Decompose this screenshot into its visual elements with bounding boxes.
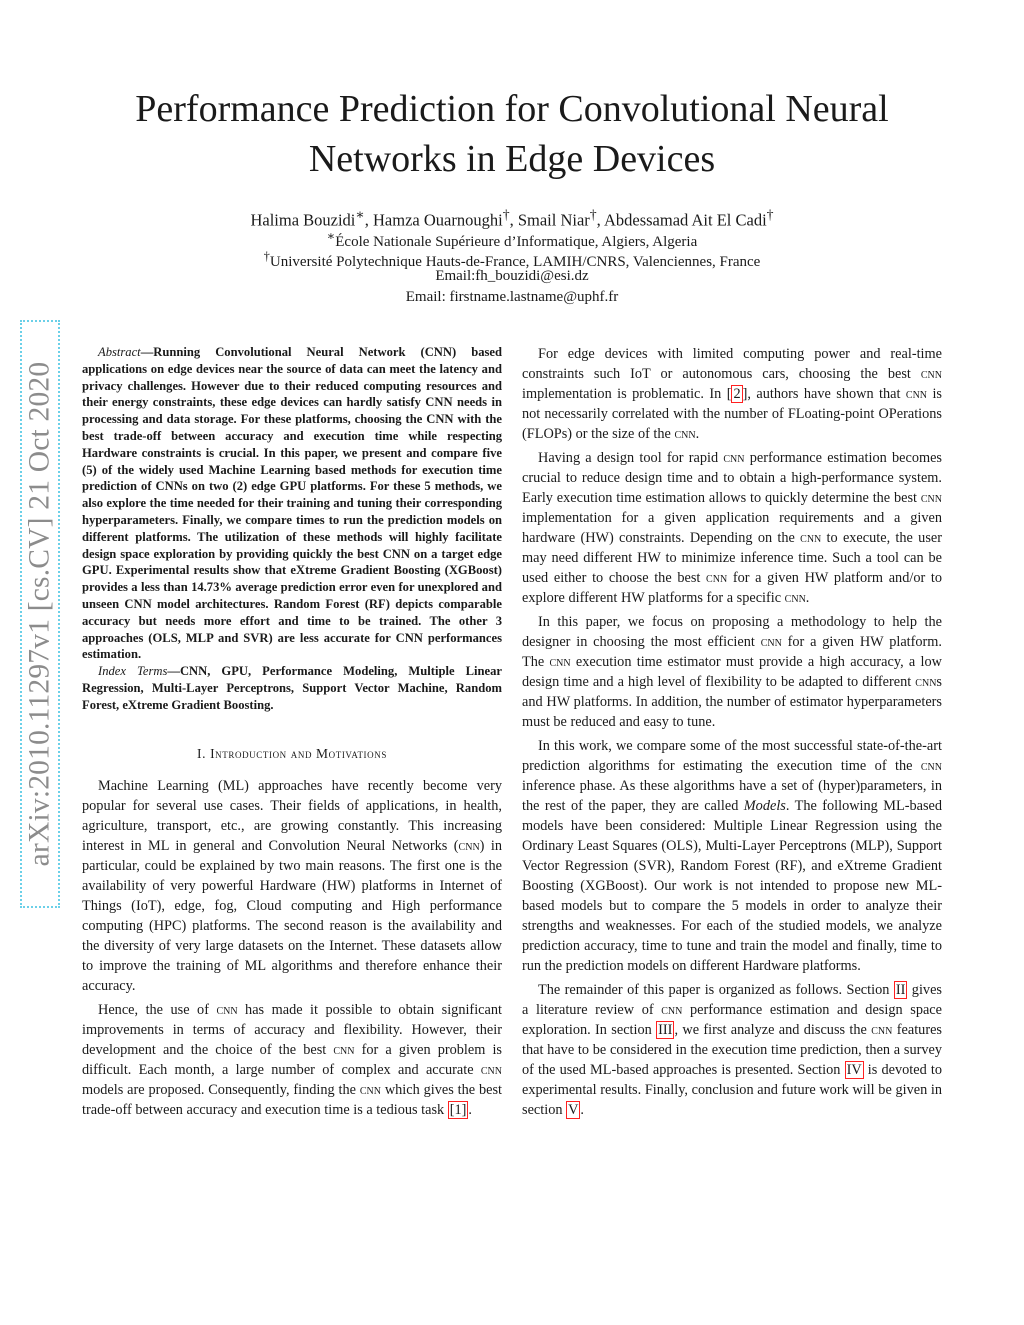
text-run: . <box>805 590 810 606</box>
intro-paragraph-1 <box>82 776 502 996</box>
paper-title <box>60 84 964 184</box>
text-run: , we first analyze and discuss the <box>674 1022 872 1038</box>
text-run: cnn <box>800 530 822 546</box>
text-run: implementation is problematic. In [ <box>522 386 732 402</box>
author-name: Halima Bouzidi <box>250 210 356 230</box>
left-column <box>82 344 502 1120</box>
text-run: for a given problem is difficult. Each month, a large number of complex and accurate <box>82 1041 502 1078</box>
text-run: In this paper, we focus on proposing a methodology to help the designer in choosing the most efficient <box>522 614 942 650</box>
text-run: cnn <box>920 366 942 382</box>
text-run: cnn <box>784 590 806 606</box>
right-paragraph-4 <box>522 736 942 976</box>
affiliation-mark: † <box>263 249 270 263</box>
right-paragraph-2 <box>522 448 942 608</box>
email-line-2: Email: firstname.lastname@uphf.fr <box>405 289 619 305</box>
text-run: . The following ML-based models have been considered: Multiple Linear Regression using the Ordinary Least Squares (OLS), Multi-Layer Perceptrons (MLP), Support Vector Regression (SVR), Random Forest (RF), and eXtreme Gradient Boosting (XGBoost). Our work is not intended to propose new ML-based models but to compare the 5 models in order to analyze their strengths and weaknesses. For each of the studied models, we analyze prediction accuracy, time to tune and train the model and finally, time to run the prediction models on different Hardware platforms. <box>522 798 943 974</box>
text-run: In this work, we compare some of the most successful state-of-the-art prediction algorithms for estimating the execution time of the <box>522 738 942 774</box>
section-link[interactable]: IV <box>846 1062 862 1078</box>
text-run: Models <box>743 798 786 814</box>
affiliation-mark: † <box>766 207 774 222</box>
text-run: is not necessarily correlated with the number of FLoating-point OPerations (FLOPs) or the size of the <box>522 386 942 442</box>
text-run: cnn <box>674 426 696 442</box>
text-run: cnn <box>915 674 937 690</box>
text-run: cnn <box>871 1022 893 1038</box>
intro-paragraph-2 <box>82 1000 502 1120</box>
author-name: , Abdessamad Ait El Cadi <box>596 210 767 230</box>
text-run: implementation for a given application requirements and a given hardware (HW) constraints. Depending on the <box>522 510 942 546</box>
author-name: , Hamza Ouarnoughi <box>364 210 503 230</box>
text-run: . <box>580 1102 584 1118</box>
text-run: cnn <box>723 450 745 466</box>
index-terms-label: Index Terms <box>98 664 168 679</box>
text-run: features that have to be considered in the execution time prediction, then a survey of the used ML-based approaches is presented. Section <box>522 1022 942 1078</box>
text-run: cnn <box>661 1002 683 1018</box>
title-line-1: Performance Prediction for Convolutional Neural <box>135 88 889 130</box>
text-run: cnn <box>359 1081 381 1098</box>
text-run: to execute, the user may need different HW to minimize inference time. Such a tool can be used either to choose the best <box>522 530 942 586</box>
text-run: cnn <box>549 654 571 670</box>
section-number: I. <box>197 745 207 761</box>
affiliation-mark: ∗ <box>355 207 365 222</box>
section-link[interactable]: II <box>895 982 906 998</box>
author-name: , Smail Niar <box>509 210 590 230</box>
text-run: cnn <box>216 1001 238 1018</box>
text-run: cnn <box>333 1041 355 1058</box>
citation-link[interactable]: 2 <box>733 386 741 402</box>
right-paragraph-5 <box>522 980 942 1120</box>
affiliation-mark: ∗ <box>326 229 336 243</box>
text-run: performance estimation becomes crucial to reduce design time and to obtain a high-performance system. Early execution time estimation allows to quickly determine the best <box>522 450 942 506</box>
section-title: Introduction and Motivations <box>210 745 387 761</box>
affiliation-text: Université Polytechnique Hauts-de-France, LAMIH/CNRS, Valenciennes, France <box>269 254 761 270</box>
section-heading <box>82 744 502 764</box>
abstract-text: —Running Convolutional Neural Network (CNN) based applications on edge devices near the source of data can meet the latency and privacy challenges. However due to their reduced computing resources and their energy constraints, these edge devices can hardly satisfy CNN needs in processing and data storage. For these platforms, choosing the CNN with the best trade-off between accuracy and execution time while respecting Hardware constraints is crucial. In this paper, we present and compare five (5) of the widely used Machine Learning based methods for execution time prediction of CNNs on two (2) edge GPU platforms. For these 5 methods, we also explore the time needed for their training and tuning their corresponding hyperparameters. Finally, we compare times to run the prediction models on different platforms. The utilization of these methods will highly facilitate design space exploration by providing quickly the best CNN on a target edge GPU. Experimental results show that eXtreme Gradient Boosting (XGBoost) provides a less than 14.73% average prediction error even for unexplored and unseen CNN model architectures. Random Forest (RF) depicts comparable accuracy but needs more effort and time to be trained. The other 3 approaches (OLS, MLP and SVR) are less accurate for CNN performances estimation. <box>82 345 502 662</box>
section-link[interactable]: III <box>658 1022 673 1038</box>
text-run: ], authors have shown that <box>742 386 906 402</box>
text-run: . <box>468 1101 472 1118</box>
text-run: for a given HW platform and/or to explore different HW platforms for a specific <box>522 570 943 606</box>
text-run: For edge devices with limited computing power and real-time constraints such IoT or autonomous cars, choosing the best <box>522 346 942 382</box>
text-run: ) in particular, could be explained by two main reasons. The first one is the availability of very powerful Hardware (HW) platforms in Internet of Things (IoT), edge, fog, Cloud computing and High performance computing (HPC) platforms. The second reason is the availability and the diversity of very large datasets on the Internet. These datasets allow to improve the training of ML algorithms and therefore enhance their accuracy. <box>82 837 502 994</box>
abstract-label: Abstract <box>98 345 141 359</box>
right-column <box>522 344 942 1120</box>
text-run: Having a design tool for rapid <box>538 450 724 466</box>
index-terms <box>82 663 502 713</box>
citation-link[interactable]: [1] <box>449 1101 467 1118</box>
text-run: gives a literature review of <box>522 982 942 1018</box>
arxiv-stamp-text: arXiv:2010.11297v1 [cs.CV] 21 Oct 2020 <box>23 361 56 867</box>
text-run: cnn <box>480 1061 502 1078</box>
text-run: Machine Learning (ML) approaches have recently become very popular for several use cases. Their fields of applications, in health, agriculture, transport, etc., are growing constantly. This increasing interest in ML in general and Convolution Neural Networks ( <box>82 777 502 854</box>
abstract <box>82 344 502 663</box>
email-line-1: Email:fh_bouzidi@esi.dz <box>435 268 589 284</box>
text-run: The remainder of this paper is organized as follows. Section <box>538 982 894 998</box>
title-line-2: Networks in Edge Devices <box>308 138 716 180</box>
text-run: execution time estimator must provide a high accuracy, a low design time and a high level of flexibility to be adapted to different <box>522 654 942 690</box>
text-run: cnn <box>706 570 728 586</box>
affiliation-mark: † <box>502 207 510 222</box>
text-run: inference phase. As these algorithms have a set of (hyper)parameters, in the rest of the paper, they are called <box>522 778 942 814</box>
text-run: models are proposed. Consequently, finding the <box>82 1081 360 1098</box>
text-run: cnn <box>920 490 942 506</box>
text-run: is devoted to experimental results. Finally, conclusion and future work will be given in section <box>522 1062 942 1118</box>
index-terms-text: —CNN, GPU, Performance Modeling, Multiple Linear Regression, Multi-Layer Perceptrons, Support Vector Machine, Random Forest, eXtreme Gradient Boosting. <box>82 664 502 712</box>
text-run: s and HW platforms. In addition, the number of estimator hyperparameters must be reduced and easy to tune. <box>522 674 942 730</box>
text-run: cnn <box>920 758 942 774</box>
text-run: has made it possible to obtain significant improvements in terms of accuracy and flexibility. However, their development and the choice of the best <box>82 1001 502 1058</box>
text-run: for a given HW platform. The <box>522 634 943 670</box>
section-link[interactable]: V <box>568 1102 579 1118</box>
right-paragraph-1 <box>522 344 942 444</box>
text-run: cnn <box>458 837 480 854</box>
affiliation-mark: † <box>589 207 597 222</box>
right-paragraph-3 <box>522 612 942 732</box>
text-run: Hence, the use of <box>98 1001 217 1018</box>
text-run: cnn <box>760 634 782 650</box>
text-run: performance estimation and design space exploration. In section <box>522 1002 943 1038</box>
arxiv-stamp <box>20 320 60 908</box>
text-run: . <box>695 426 700 442</box>
affiliation-text: École Nationale Supérieure d’Informatique, Algiers, Algeria <box>335 234 698 250</box>
text-run: which gives the best trade-off between accuracy and execution time is a tedious task <box>82 1081 502 1118</box>
text-run: cnn <box>905 386 928 402</box>
